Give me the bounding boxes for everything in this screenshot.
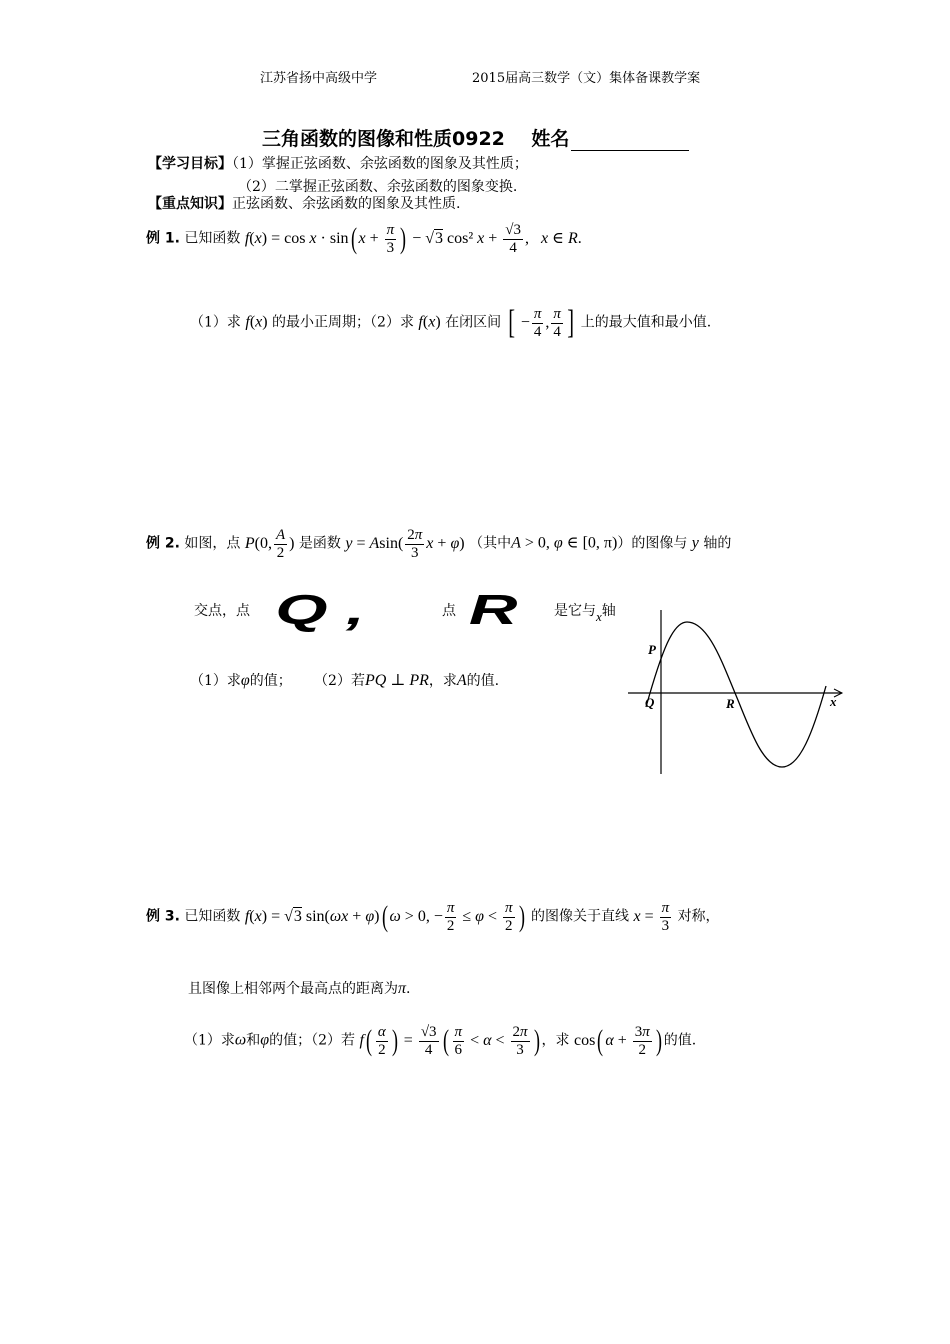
ex3-q1b: 的值；（2）若 bbox=[269, 1032, 355, 1049]
ex3-tail: 的图像关于直线 bbox=[531, 908, 629, 925]
ex3-q2c: 的值. bbox=[663, 1032, 697, 1049]
ex3-intro: 已知函数 bbox=[184, 908, 241, 925]
ex3-q2b: ，求 bbox=[541, 1032, 570, 1049]
goal-item-2: （2）二掌握正弦函数、余弦函数的图象变换. bbox=[238, 179, 518, 195]
big-r-glyph: R bbox=[468, 586, 518, 633]
label-r: R bbox=[726, 696, 735, 711]
ex2-line2b: 点 bbox=[442, 603, 456, 619]
sine-curve bbox=[646, 622, 826, 767]
ex2-line3: （1）求φ的值； （2）若PQ ⊥ PR，求A的值. bbox=[190, 672, 500, 689]
name-blank bbox=[571, 132, 689, 151]
ex3-line3: （1）求ω和φ的值；（2）若 f( $\frac{\alpha}{2}$ ) = $\frac{√3}{4}$ ( $\frac{\pi}{6}$ < α < $\frac{2\pi}{3}$ ) ，求 cos( α + $\frac{3\pi}{2}$ ) 的值. bbox=[184, 1024, 697, 1058]
label-p: P bbox=[648, 642, 656, 657]
ex2-q2c: 的值. bbox=[466, 673, 500, 689]
ex2-mid: 是函数 bbox=[298, 535, 341, 552]
ex3-tail2: 对称， bbox=[677, 908, 720, 925]
label-q: Q bbox=[645, 695, 655, 710]
key-line bbox=[148, 193, 460, 213]
ex3-line2-text: 且图像上相邻两个最高点的距离为 bbox=[188, 981, 398, 997]
ex2-line2c: 是它与 bbox=[554, 603, 596, 619]
ex1-formula: f(x) = cos x · sin( x + $\frac{\pi}{3}$ ) − √3 cos² x + $\frac{√3}{4}$ , x ∈ R. bbox=[244, 222, 582, 256]
key-text: 正弦函数、余弦函数的图象及其性质. bbox=[232, 196, 461, 212]
title-text: 三角函数的图像和性质0922 bbox=[262, 128, 505, 150]
header-school: 江苏省扬中高级中学 bbox=[260, 71, 378, 86]
ex2-cond-c: 轴的 bbox=[703, 535, 732, 552]
ex1-q1a: （1）求 bbox=[190, 314, 241, 331]
ex1-label: 例 1. bbox=[146, 230, 180, 247]
ex2-cond-b: ）的图像与 bbox=[617, 535, 688, 552]
ex3-line2: 且图像上相邻两个最高点的距离为π. bbox=[188, 980, 411, 997]
name-label: 姓名 bbox=[531, 128, 570, 150]
ex1-q1b: 的最小正周期；（2）求 bbox=[272, 314, 414, 331]
page-title bbox=[262, 124, 689, 151]
ex2-line2a: 交点，点 bbox=[194, 603, 250, 619]
goals-label: 【学习目标】 bbox=[148, 156, 232, 172]
ex1-q1d: 上的最大值和最小值. bbox=[580, 314, 712, 331]
ex3-line1: 例 3. 已知函数 f(x) = √3 sin(ωx + φ)( ω > 0, − $\frac{\pi}{2}$ ≤ φ < $\frac{\pi}{2}$ ) 的图像关于直线 x = $\frac{\pi}{3}$ 对称， bbox=[146, 900, 720, 934]
ex3-q1and: 和 bbox=[246, 1032, 261, 1049]
ex2-q1b: 的值； bbox=[249, 673, 292, 689]
ex2-q2: （2）若 bbox=[314, 673, 365, 689]
ex2-line2d: 轴 bbox=[601, 603, 616, 619]
ex2-q1: （1）求 bbox=[190, 673, 241, 689]
ex1-line1 bbox=[146, 222, 582, 256]
key-label: 【重点知识】 bbox=[148, 196, 232, 212]
label-x: x bbox=[830, 694, 837, 709]
ex1-q1c: 在闭区间 bbox=[445, 314, 502, 331]
ex2-line1: 例 2. 如图，点 P(0, $\frac{A}{2}$ ) 是函数 y = Asin( $\frac{2\pi}{3}$ x + φ) （其中A > 0, φ ∈ [0, π)）的图像与 y 轴的 bbox=[146, 527, 732, 561]
ex3-q1: （1）求 bbox=[184, 1032, 235, 1049]
goal-item-1: （1）掌握正弦函数、余弦函数的图象及其性质； bbox=[232, 156, 528, 172]
ex3-label: 例 3. bbox=[146, 908, 180, 925]
ex2-q2b: ，求 bbox=[428, 673, 457, 689]
ex2-intro: 如图，点 bbox=[184, 535, 241, 552]
sine-graph bbox=[628, 602, 848, 780]
ex2-cond-a: （其中 bbox=[469, 535, 512, 552]
ex2-line2-tail: 是它与x轴 bbox=[554, 603, 616, 624]
big-q-glyph: Q , bbox=[275, 586, 365, 633]
ex2-label: 例 2. bbox=[146, 535, 180, 552]
goals-line1 bbox=[148, 153, 528, 173]
ex1-line2: （1）求 f(x) 的最小正周期；（2）求 f(x) 在闭区间 [ − $\frac{\pi}{4}$ , $\frac{\pi}{4}$ ] 上的最大值和最小值. bbox=[190, 304, 712, 341]
header-course: 2015届高三数学（文）集体备课教学案 bbox=[472, 71, 701, 86]
ex1-intro: 已知函数 bbox=[184, 230, 241, 247]
ex3-line2-end: . bbox=[406, 981, 411, 997]
